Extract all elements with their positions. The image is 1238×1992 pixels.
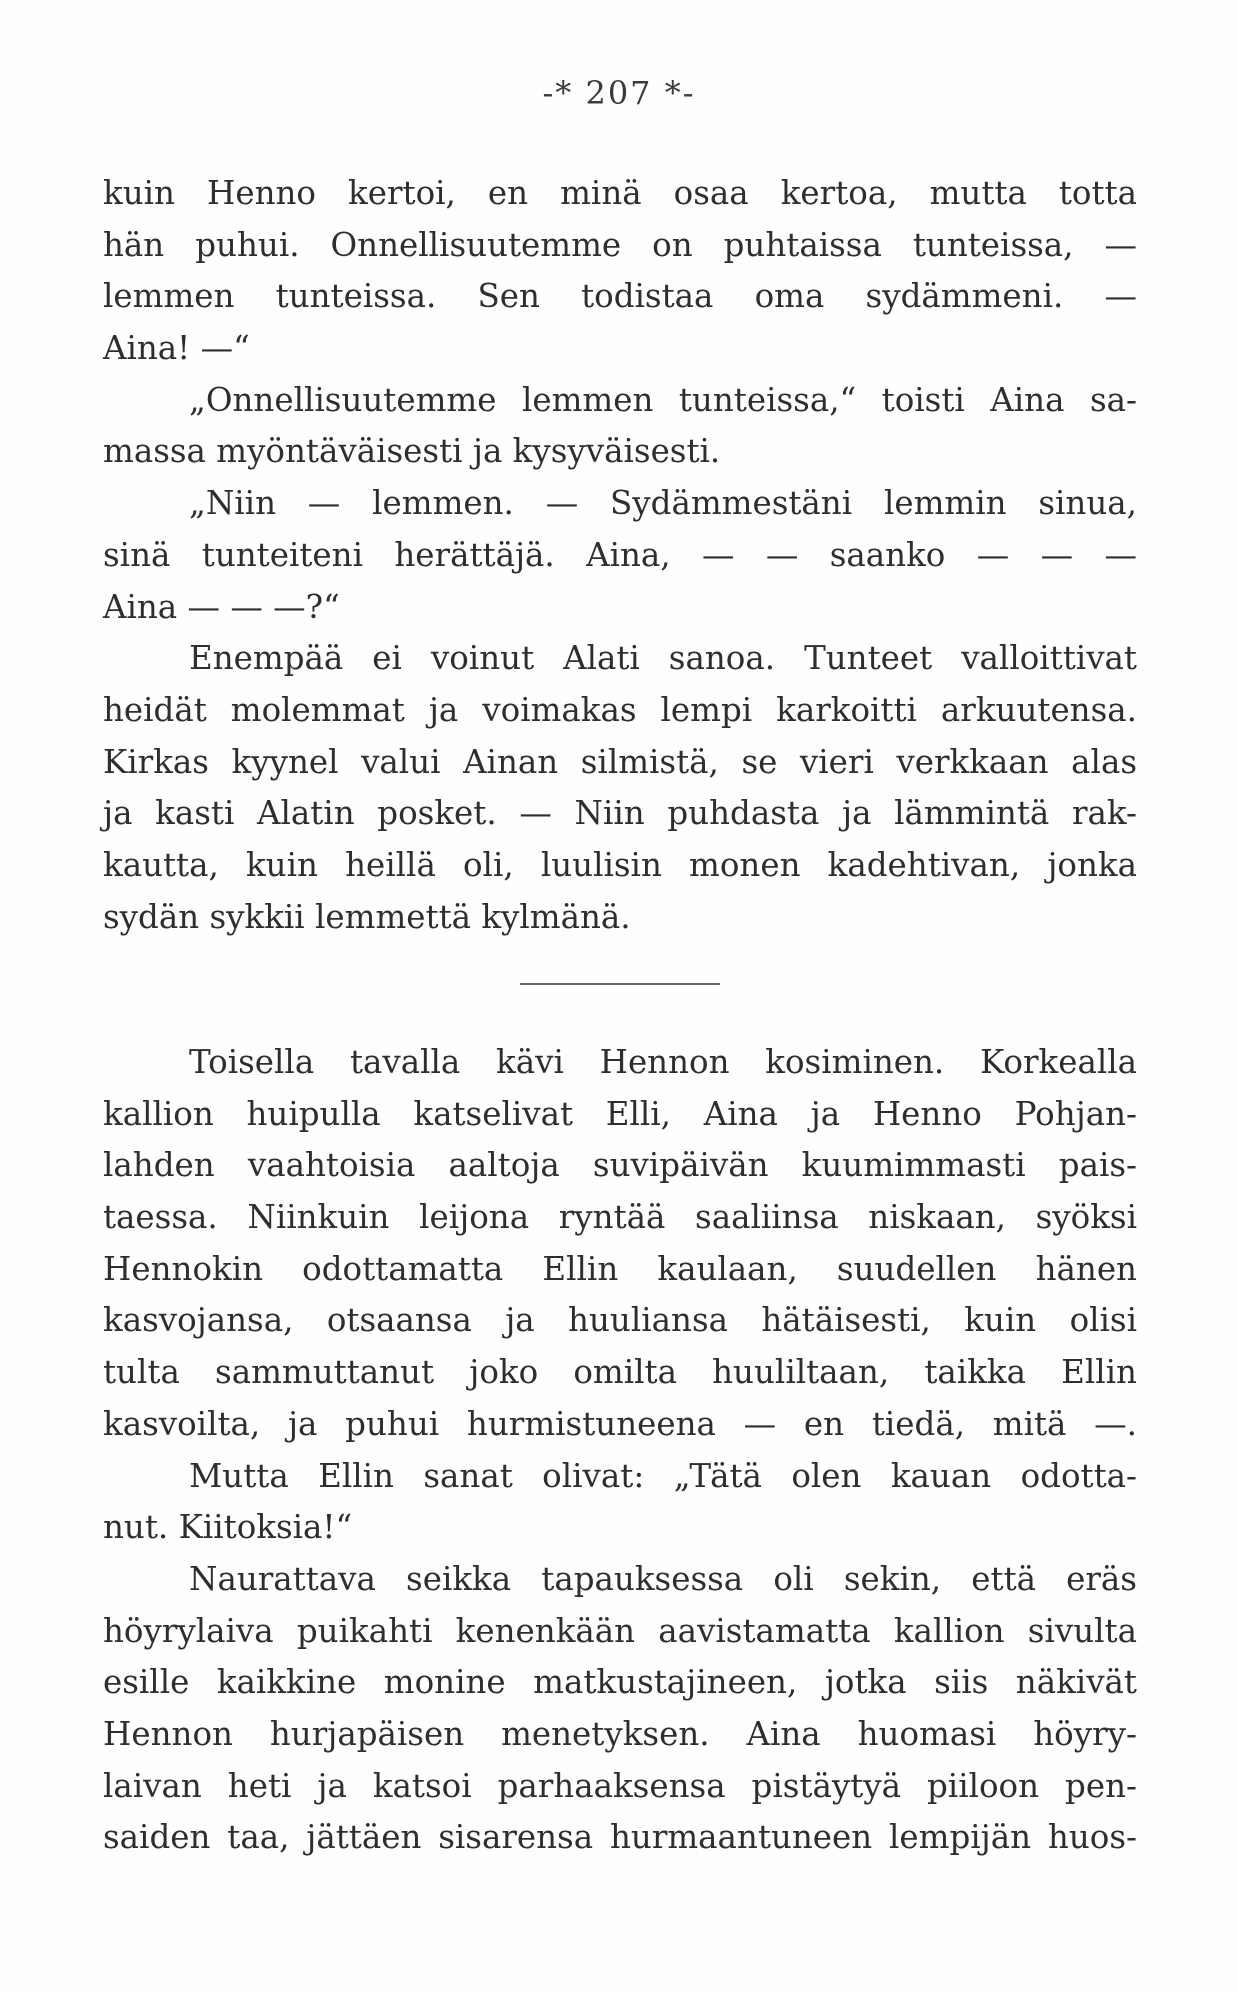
text-line: laivan heti ja katsoi parhaaksensa pistäytyä piiloon pen- bbox=[103, 1766, 1137, 1805]
text-line: kasvojansa, otsaansa ja huuliansa hätäisesti, kuin olisi bbox=[103, 1301, 1137, 1340]
text-line: Toisella tavalla kävi Hennon kosiminen. Korkealla bbox=[189, 1043, 1137, 1081]
text-line: höyrylaiva puikahti kenenkään aavistamatta kallion sivulta bbox=[103, 1611, 1137, 1650]
text-line: saiden taa, jättäen sisarensa hurmaantuneen lempijän huos- bbox=[103, 1818, 1137, 1857]
text-line: Kirkas kyynel valui Ainan silmistä, se vieri verkkaan alas bbox=[103, 742, 1137, 781]
text-line: sydän sykkii lemmettä kylmänä. bbox=[103, 897, 631, 936]
text-line: taessa. Niinkuin leijona ryntää saaliinsa niskaan, syöksi bbox=[103, 1198, 1137, 1237]
text-line: „Onnellisuutemme lemmen tunteissa,“ toisti Aina sa- bbox=[189, 380, 1137, 419]
text-line: nut. Kiitoksia!“ bbox=[103, 1508, 353, 1547]
text-line: Aina! —“ bbox=[103, 329, 250, 368]
text-line: kasvoilta, ja puhui hurmistuneena — en tiedä, mitä —. bbox=[103, 1404, 1137, 1443]
text-section-1 bbox=[103, 168, 1137, 943]
text-line: ja kasti Alatin posket. — Niin puhdasta ja lämmintä rak- bbox=[103, 794, 1137, 833]
text-line: tulta sammuttanut joko omilta huuliltaan, taikka Ellin bbox=[103, 1353, 1137, 1392]
text-line: kuin Henno kertoi, en minä osaa kertoa, mutta totta bbox=[103, 174, 1137, 212]
text-line: heidät molemmat ja voimakas lempi karkoitti arkuutensa. bbox=[103, 690, 1137, 729]
text-line: kautta, kuin heillä oli, luulisin monen kadehtivan, jonka bbox=[103, 845, 1137, 884]
page-number-header: -* 207 *- bbox=[542, 74, 696, 112]
text-line: esille kaikkine monine matkustajineen, jotka siis näkivät bbox=[103, 1663, 1137, 1702]
text-line: hän puhui. Onnellisuutemme on puhtaissa tunteissa, — bbox=[103, 225, 1137, 264]
text-line: lahden vaahtoisia aaltoja suvipäivän kuumimmasti pais- bbox=[103, 1146, 1137, 1185]
text-line: Enempää ei voinut Alati sanoa. Tunteet valloittivat bbox=[189, 639, 1137, 678]
text-line: „Niin — lemmen. — Sydämmestäni lemmin sinua, bbox=[189, 484, 1137, 523]
text-line: lemmen tunteissa. Sen todistaa oma sydämmeni. — bbox=[103, 277, 1137, 316]
text-line: Hennokin odottamatta Ellin kaulaan, suudellen hänen bbox=[103, 1249, 1137, 1288]
text-line: Aina — — —?“ bbox=[103, 587, 340, 626]
text-line: Naurattava seikka tapauksessa oli sekin, että eräs bbox=[189, 1559, 1137, 1598]
text-section-2 bbox=[103, 1037, 1137, 1864]
text-line: kallion huipulla katselivat Elli, Aina ja Henno Pohjan- bbox=[103, 1094, 1137, 1133]
text-line: massa myöntäväisesti ja kysyväisesti. bbox=[103, 432, 721, 471]
text-line: sinä tunteiteni herättäjä. Aina, — — saanko — — — bbox=[103, 535, 1137, 574]
text-line: Mutta Ellin sanat olivat: „Tätä olen kauan odotta- bbox=[189, 1456, 1137, 1495]
section-separator-rule bbox=[520, 983, 720, 985]
text-line: Hennon hurjapäisen menetyksen. Aina huomasi höyry- bbox=[103, 1714, 1137, 1753]
